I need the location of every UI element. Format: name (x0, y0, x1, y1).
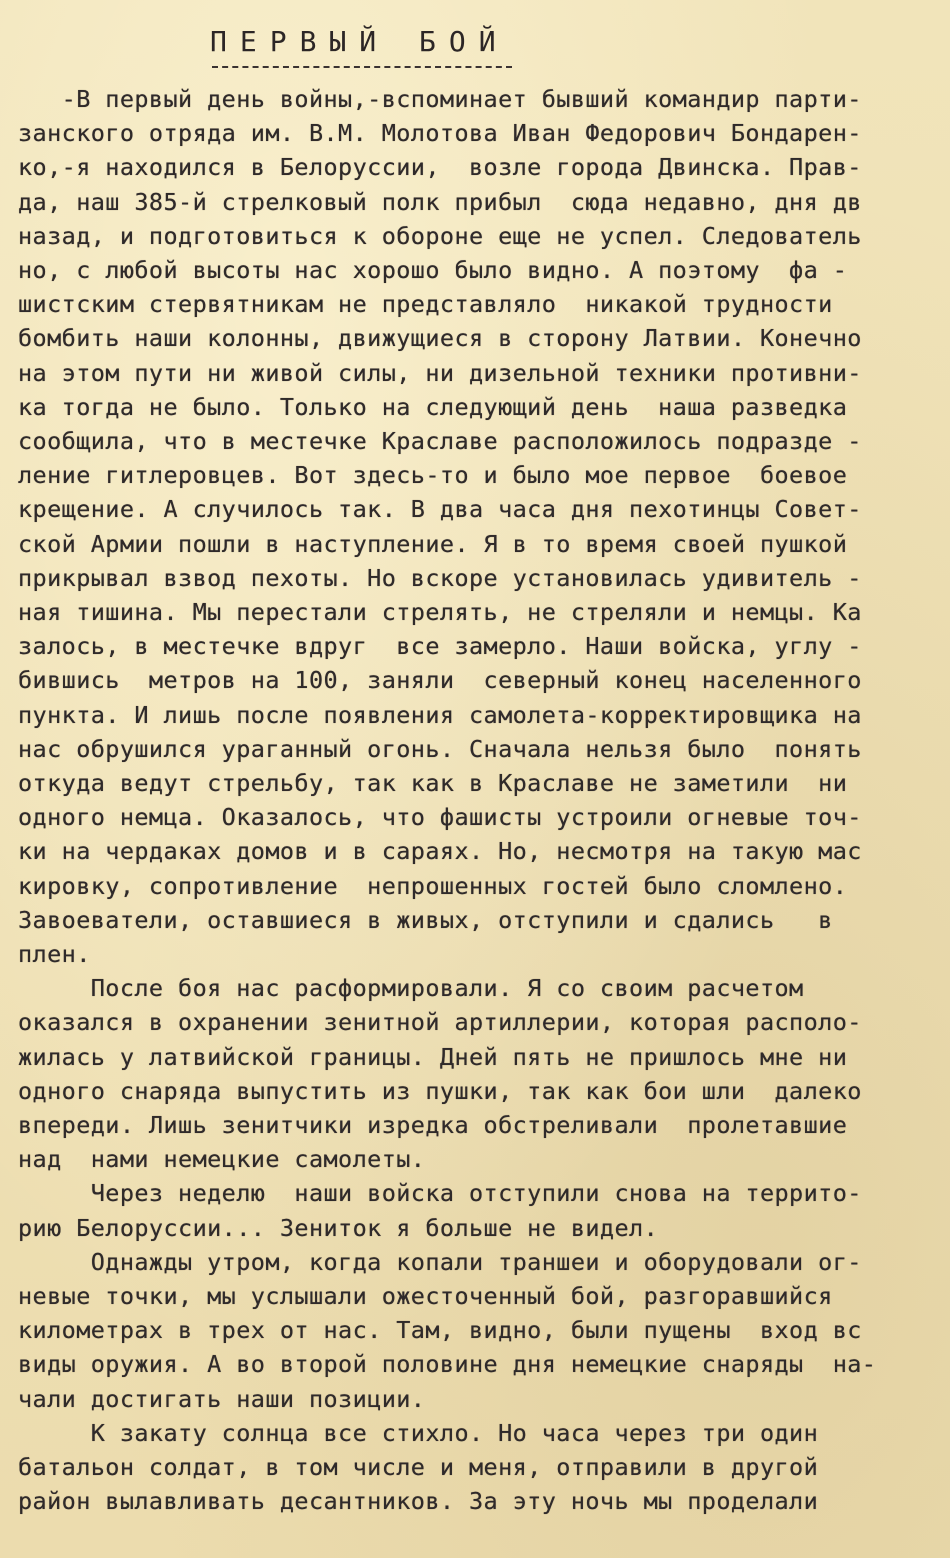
text-line: да, наш 385-й стрелковый полк прибыл сюда недавно, дня дв (18, 187, 862, 216)
text-line: на этом пути ни живой силы, ни дизельной техники противни- (18, 358, 862, 387)
text-line: батальон солдат, в том числе и меня, отправили в другой (18, 1453, 819, 1481)
text-line: После боя нас расформировали. Я со своим расчетом (18, 974, 804, 1003)
text-line: нас обрушился ураганный огонь. Сначала нельзя было понять (18, 734, 862, 763)
text-line: шистским стервятникам не представляло никакой трудности (18, 290, 833, 319)
text-line: ской Армии пошли в наступление. Я в то время своей пушкой (18, 529, 848, 558)
text-line: пункта. И лишь после появления самолета-корректировщика на (18, 700, 862, 729)
text-line: назад, и подготовиться к обороне еще не успел. Следователь (18, 221, 862, 250)
text-line: Однажды утром, когда копали траншеи и оборудовали ог- (18, 1247, 862, 1276)
text-line: залось, в местечке вдруг все замерло. Наши войска, углу - (18, 632, 862, 661)
page-title: ПЕРВЫЙ БОЙ (210, 25, 509, 58)
text-line: жилась у латвийской границы. Дней пять не пришлось мне ни (18, 1042, 848, 1071)
text-line: километрах в трех от нас. Там, видно, были пущены вход вс (18, 1316, 862, 1345)
title-underline (212, 66, 512, 68)
text-line: но, с любой высоты нас хорошо было видно. А поэтому фа - (18, 256, 848, 284)
text-line: одного снаряда выпустить из пушки, так как бои шли далеко (18, 1076, 862, 1105)
text-line: впереди. Лишь зенитчики изредка обстреливали пролетавшие (18, 1111, 848, 1139)
text-line: ление гитлеровцев. Вот здесь-то и было мое первое боевое (18, 461, 848, 490)
text-line: плен. (18, 940, 91, 968)
text-line: виды оружия. А во второй половине дня немецкие снаряды на- (18, 1350, 877, 1379)
text-line: откуда ведут стрельбу, так как в Краславе не заметили ни (18, 769, 848, 797)
text-line: оказался в охранении зенитной артиллерии, которая располо- (18, 1008, 862, 1037)
text-line: ки на чердаках домов и в сараях. Но, несмотря на такую мас (18, 837, 862, 866)
text-line: Через неделю наши войска отступили снова на террито- (18, 1179, 862, 1208)
text-line: ная тишина. Мы перестали стрелять, не стреляли и немцы. Ка (18, 598, 862, 626)
text-line: чали достигать наши позиции. (18, 1384, 426, 1413)
text-line: крещение. А случилось так. В два часа дня пехотинцы Совет- (18, 495, 862, 524)
text-line: над нами немецкие самолеты. (18, 1145, 426, 1174)
text-line: прикрывал взвод пехоты. Но вскоре установилась удивитель - (18, 563, 862, 592)
text-line: бомбить наши колонны, движущиеся в сторону Латвии. Конечно (18, 324, 862, 353)
text-line: К закату солнца все стихло. Но часа через три один (18, 1418, 819, 1447)
text-line: сообщила, что в местечке Краславе расположилось подразде - (18, 427, 862, 455)
text-line: район вылавливать десантников. За эту ночь мы проделали (18, 1487, 819, 1516)
text-line: одного немца. Оказалось, что фашисты устроили огневые точ- (18, 803, 862, 832)
text-line: кировку, сопротивление непрошенных гостей было сломлено. (18, 871, 848, 900)
text-line: Завоеватели, оставшиеся в живых, отступили и сдались в (18, 905, 833, 934)
text-line: бившись метров на 100, заняли северный конец населенного (18, 666, 862, 695)
text-line: -В первый день войны,-вспоминает бывший командир парти- (18, 85, 862, 113)
text-line: ка тогда не было. Только на следующий день наша разведка (18, 392, 848, 421)
text-line: занского отряда им. В.М. Молотова Иван Федорович Бондарен- (18, 119, 862, 148)
text-line: ко,-я находился в Белоруссии, возле города Двинска. Прав- (18, 153, 862, 182)
text-line: невые точки, мы услышали ожесточенный бой, разгоравшийся (18, 1282, 833, 1310)
text-line: рию Белоруссии... Зениток я больше не видел. (18, 1213, 659, 1242)
